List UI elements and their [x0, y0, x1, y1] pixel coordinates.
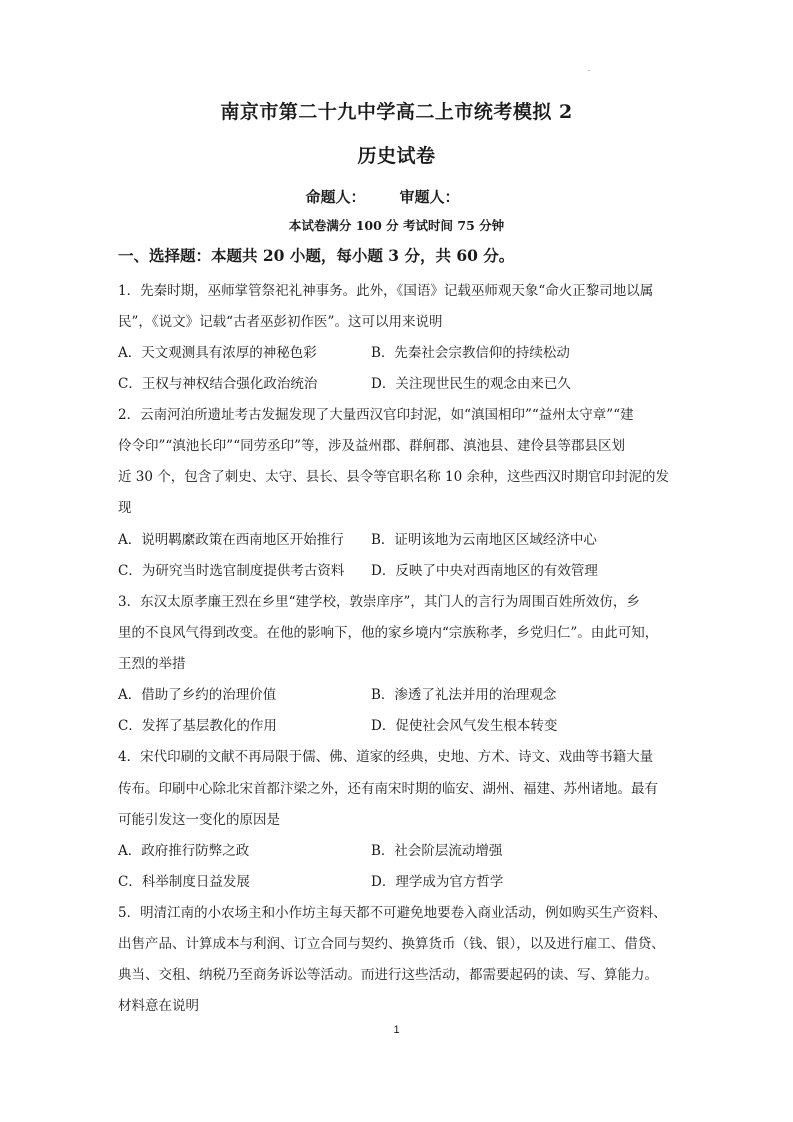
question-2-option-c: C．为研究当时选官制度提供考古资料 — [118, 563, 345, 579]
question-1-option-d: D．关注现世民生的观念由来已久 — [371, 376, 571, 392]
question-2-line-2: 伶令印”“滇池长印”“同劳丞印”等，涉及益州郡、群舸郡、滇池县、建伶县等郡县区划 — [118, 438, 626, 454]
question-5-line-4: 材料意在说明 — [118, 998, 199, 1014]
question-4-option-a: A．政府推行防弊之政 — [118, 843, 250, 859]
question-2-line-1: 2．云南河泊所遗址考古发掘发现了大量西汉官印封泥，如“滇国相印”“益州太守章”“建 — [118, 407, 634, 423]
question-4-line-3: 可能引发这一变化的原因是 — [118, 812, 280, 828]
proposer-label: 命题人： — [305, 188, 366, 206]
question-2-line-4: 现 — [118, 500, 132, 516]
question-3-option-d: D．促使社会风气发生根本转变 — [371, 718, 558, 734]
exam-title: 南京市第二十九中学高二上市统考模拟 2 — [220, 101, 573, 123]
question-1-option-a: A．天文观测具有浓厚的神秘色彩 — [118, 345, 317, 361]
question-2-line-3: 近 30 个，包含了刺史、太守、县长、县令等官职名称 10 余种，这些西汉时期官印封泥的发 — [118, 469, 670, 485]
question-3-option-c: C．发挥了基层教化的作用 — [118, 718, 277, 734]
section-title: 一、选择题：本题共 20 小题，每小题 3 分，共 60 分。 — [118, 246, 515, 265]
reviewer-label: 审题人： — [399, 188, 460, 206]
question-4-option-d: D．理学成为官方哲学 — [371, 874, 504, 890]
question-2-option-b: B．证明该地为云南地区区域经济中心 — [371, 532, 597, 548]
question-4-option-c: C．科举制度日益发展 — [118, 874, 250, 890]
question-3-option-b: B．渗透了礼法并用的治理观念 — [371, 687, 557, 703]
author-line — [0, 186, 793, 207]
question-4-option-b: B．社会阶层流动增强 — [371, 843, 503, 859]
question-3-line-1: 3．东汉太原孝廉王烈在乡里“建学校，敦崇庠序”，其门人的言行为周围百姓所效仿，乡 — [118, 594, 640, 610]
question-4-line-2: 传布。印刷中心除北宋首都汴梁之外，还有南宋时期的临安、湖州、福建、苏州诸地。最有 — [118, 781, 658, 797]
question-3-option-a: A．借助了乡约的治理价值 — [118, 687, 277, 703]
question-3-line-3: 王烈的举措 — [118, 656, 186, 672]
exam-info: 本试卷满分 100 分 考试时间 75 分钟 — [288, 218, 505, 233]
question-1-line-2: 民”，《说文》记载“古者巫彭初作医”。这可以用来说明 — [118, 314, 443, 330]
question-1-line-1: 1．先秦时期，巫师掌管祭祀礼神事务。此外，《国语》记载巫师观天象“命火正黎司地以属 — [118, 283, 654, 299]
exam-subtitle: 历史试卷 — [357, 145, 436, 167]
question-2-option-d: D．反映了中央对西南地区的有效管理 — [371, 563, 598, 579]
question-5-line-1: 5．明清江南的小农场主和小作坊主每天都不可避免地要卷入商业活动，例如购买生产资料、 — [118, 905, 667, 921]
question-5-line-2: 出售产品、计算成本与利润、订立合同与契约、换算货币（钱、银），以及进行雇工、借贷、 — [118, 936, 665, 952]
question-4-line-1: 4．宋代印刷的文献不再局限于儒、佛、道家的经典，史地、方术、诗文、戏曲等书籍大量 — [118, 749, 654, 765]
question-3-line-2: 里的不良风气得到改变。在他的影响下，他的家乡境内“宗族称孝，乡党归仁”。由此可知， — [118, 625, 659, 641]
question-2-option-a: A．说明羁縻政策在西南地区开始推行 — [118, 532, 344, 548]
question-5-line-3: 典当、交租、纳税乃至商务诉讼等活动。而进行这些活动，都需要起码的读、写、算能力。 — [118, 967, 658, 983]
question-1-option-b: B．先秦社会宗教信仰的持续松动 — [371, 345, 570, 361]
scan-speck — [588, 70, 590, 71]
page-number: 1 — [393, 1024, 400, 1036]
question-1-option-c: C．王权与神权结合强化政治统治 — [118, 376, 318, 392]
